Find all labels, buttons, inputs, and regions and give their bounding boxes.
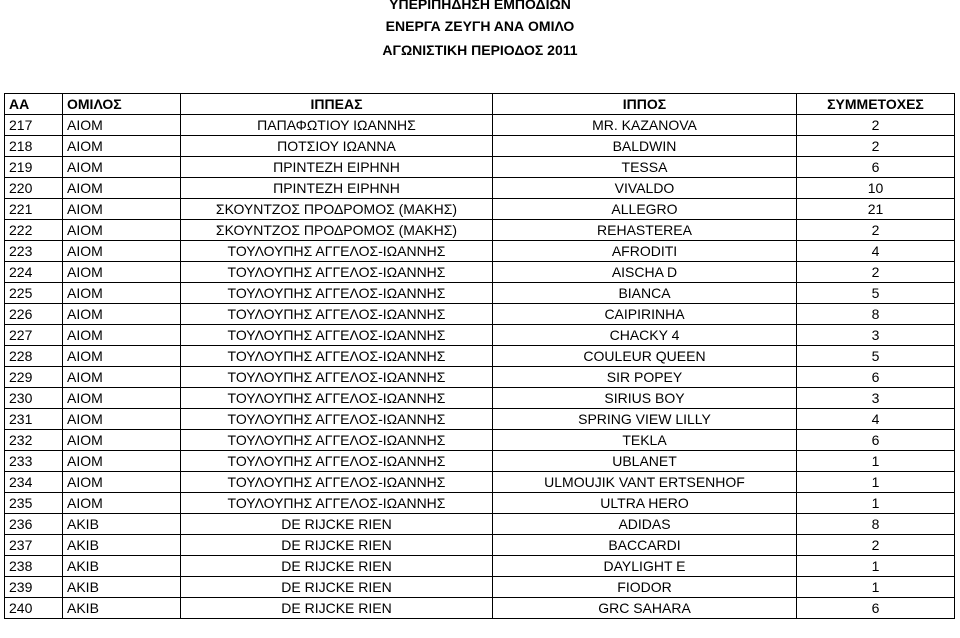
cell-horse: FIODOR	[493, 577, 797, 598]
column-header-horse: ΙΠΠΟΣ	[493, 94, 797, 115]
cell-participations: 21	[797, 199, 955, 220]
cell-club: ΑΙΟΜ	[63, 115, 181, 136]
cell-horse: TESSA	[493, 157, 797, 178]
cell-horse: CHACKY 4	[493, 325, 797, 346]
cell-rider: ΣΚΟΥΝΤΖΟΣ ΠΡΟΔΡΟΜΟΣ (ΜΑΚΗΣ)	[181, 199, 493, 220]
table-row	[5, 598, 955, 619]
table-row	[5, 283, 955, 304]
cell-horse: BALDWIN	[493, 136, 797, 157]
table-row	[5, 451, 955, 472]
cell-club: ΑΙΟΜ	[63, 136, 181, 157]
cell-aa: 236	[5, 514, 63, 535]
cell-horse: MR. KAZANOVA	[493, 115, 797, 136]
cell-club: ΑΙΟΜ	[63, 283, 181, 304]
cell-club: ΑΙΟΜ	[63, 367, 181, 388]
cell-participations: 5	[797, 283, 955, 304]
cell-rider: ΤΟΥΛΟΥΠΗΣ ΑΓΓΕΛΟΣ-ΙΩΑΝΝΗΣ	[181, 367, 493, 388]
cell-horse: BIANCA	[493, 283, 797, 304]
cell-participations: 2	[797, 220, 955, 241]
cell-aa: 227	[5, 325, 63, 346]
table-body	[5, 115, 955, 619]
cell-club: ΑΙΟΜ	[63, 199, 181, 220]
cell-horse: ALLEGRO	[493, 199, 797, 220]
cell-club: ΑΚΙΒ	[63, 514, 181, 535]
cell-horse: ULTRA HERO	[493, 493, 797, 514]
cell-club: ΑΙΟΜ	[63, 451, 181, 472]
cell-participations: 6	[797, 367, 955, 388]
cell-rider: DE RIJCKE RIEN	[181, 535, 493, 556]
pairs-table	[4, 93, 955, 619]
cell-aa: 217	[5, 115, 63, 136]
cell-club: ΑΙΟΜ	[63, 493, 181, 514]
cell-participations: 1	[797, 451, 955, 472]
cell-aa: 223	[5, 241, 63, 262]
cell-horse: ADIDAS	[493, 514, 797, 535]
cell-aa: 226	[5, 304, 63, 325]
cell-club: ΑΚΙΒ	[63, 556, 181, 577]
cell-horse: AISCHA D	[493, 262, 797, 283]
cell-rider: DE RIJCKE RIEN	[181, 577, 493, 598]
cell-participations: 1	[797, 472, 955, 493]
cell-rider: ΤΟΥΛΟΥΠΗΣ ΑΓΓΕΛΟΣ-ΙΩΑΝΝΗΣ	[181, 451, 493, 472]
table-row	[5, 241, 955, 262]
cell-aa: 225	[5, 283, 63, 304]
table-header	[5, 94, 955, 115]
cell-horse: REHASTEREA	[493, 220, 797, 241]
cell-horse: SIR POPEY	[493, 367, 797, 388]
cell-horse: GRC SAHARA	[493, 598, 797, 619]
cell-rider: ΤΟΥΛΟΥΠΗΣ ΑΓΓΕΛΟΣ-ΙΩΑΝΝΗΣ	[181, 304, 493, 325]
document-title: ΥΠΕΡΙΠΗΔΗΣΗ ΕΜΠΟΔΙΩΝ	[389, 0, 571, 12]
cell-rider: ΤΟΥΛΟΥΠΗΣ ΑΓΓΕΛΟΣ-ΙΩΑΝΝΗΣ	[181, 493, 493, 514]
cell-club: ΑΚΙΒ	[63, 535, 181, 556]
cell-participations: 1	[797, 556, 955, 577]
cell-aa: 221	[5, 199, 63, 220]
cell-aa: 219	[5, 157, 63, 178]
cell-rider: ΣΚΟΥΝΤΖΟΣ ΠΡΟΔΡΟΜΟΣ (ΜΑΚΗΣ)	[181, 220, 493, 241]
cell-participations: 3	[797, 388, 955, 409]
cell-aa: 235	[5, 493, 63, 514]
cell-horse: BACCARDI	[493, 535, 797, 556]
cell-participations: 5	[797, 346, 955, 367]
column-header-rider: ΙΠΠΕΑΣ	[181, 94, 493, 115]
cell-aa: 238	[5, 556, 63, 577]
table-row	[5, 115, 955, 136]
column-header-club: ΟΜΙΛΟΣ	[63, 94, 181, 115]
table-row	[5, 304, 955, 325]
table-row	[5, 262, 955, 283]
cell-aa: 232	[5, 430, 63, 451]
cell-participations: 4	[797, 409, 955, 430]
cell-club: ΑΚΙΒ	[63, 577, 181, 598]
cell-aa: 220	[5, 178, 63, 199]
cell-aa: 222	[5, 220, 63, 241]
cell-participations: 1	[797, 577, 955, 598]
table-row	[5, 472, 955, 493]
table-row	[5, 199, 955, 220]
cell-rider: ΠΡΙΝΤΕΖΗ ΕΙΡΗΝΗ	[181, 157, 493, 178]
cell-club: ΑΙΟΜ	[63, 262, 181, 283]
table-row	[5, 556, 955, 577]
table-row	[5, 409, 955, 430]
cell-club: ΑΙΟΜ	[63, 430, 181, 451]
cell-club: ΑΙΟΜ	[63, 304, 181, 325]
cell-horse: VIVALDO	[493, 178, 797, 199]
cell-rider: DE RIJCKE RIEN	[181, 598, 493, 619]
cell-horse: TEKLA	[493, 430, 797, 451]
cell-horse: AFRODITI	[493, 241, 797, 262]
document-subtitle: ΕΝΕΡΓΑ ΖΕΥΓΗ ΑΝΑ ΟΜΙΛΟ	[385, 18, 575, 34]
cell-participations: 2	[797, 136, 955, 157]
cell-horse: ULMOUJIK VANT ERTSENHOF	[493, 472, 797, 493]
cell-rider: ΤΟΥΛΟΥΠΗΣ ΑΓΓΕΛΟΣ-ΙΩΑΝΝΗΣ	[181, 325, 493, 346]
cell-club: ΑΚΙΒ	[63, 598, 181, 619]
table-row	[5, 493, 955, 514]
cell-aa: 218	[5, 136, 63, 157]
table-row	[5, 430, 955, 451]
cell-aa: 230	[5, 388, 63, 409]
table-row	[5, 535, 955, 556]
table-row	[5, 157, 955, 178]
table-row	[5, 367, 955, 388]
cell-rider: ΤΟΥΛΟΥΠΗΣ ΑΓΓΕΛΟΣ-ΙΩΑΝΝΗΣ	[181, 388, 493, 409]
cell-club: ΑΙΟΜ	[63, 409, 181, 430]
cell-club: ΑΙΟΜ	[63, 325, 181, 346]
cell-rider: ΤΟΥΛΟΥΠΗΣ ΑΓΓΕΛΟΣ-ΙΩΑΝΝΗΣ	[181, 472, 493, 493]
cell-club: ΑΙΟΜ	[63, 388, 181, 409]
cell-participations: 10	[797, 178, 955, 199]
cell-participations: 2	[797, 115, 955, 136]
cell-horse: DAYLIGHT E	[493, 556, 797, 577]
cell-rider: DE RIJCKE RIEN	[181, 556, 493, 577]
cell-club: ΑΙΟΜ	[63, 178, 181, 199]
cell-aa: 224	[5, 262, 63, 283]
cell-aa: 239	[5, 577, 63, 598]
table-row	[5, 514, 955, 535]
cell-aa: 228	[5, 346, 63, 367]
table-row	[5, 136, 955, 157]
cell-horse: SPRING VIEW LILLY	[493, 409, 797, 430]
cell-horse: SIRIUS BOY	[493, 388, 797, 409]
cell-rider: ΤΟΥΛΟΥΠΗΣ ΑΓΓΕΛΟΣ-ΙΩΑΝΝΗΣ	[181, 430, 493, 451]
cell-participations: 2	[797, 262, 955, 283]
cell-rider: ΤΟΥΛΟΥΠΗΣ ΑΓΓΕΛΟΣ-ΙΩΑΝΝΗΣ	[181, 409, 493, 430]
cell-participations: 2	[797, 535, 955, 556]
cell-participations: 6	[797, 157, 955, 178]
cell-rider: ΤΟΥΛΟΥΠΗΣ ΑΓΓΕΛΟΣ-ΙΩΑΝΝΗΣ	[181, 241, 493, 262]
cell-club: ΑΙΟΜ	[63, 346, 181, 367]
cell-aa: 233	[5, 451, 63, 472]
cell-participations: 8	[797, 304, 955, 325]
cell-aa: 237	[5, 535, 63, 556]
cell-rider: ΠΡΙΝΤΕΖΗ ΕΙΡΗΝΗ	[181, 178, 493, 199]
cell-aa: 234	[5, 472, 63, 493]
header-row	[5, 94, 955, 115]
cell-rider: ΠΟΤΣΙΟΥ ΙΩΑΝΝΑ	[181, 136, 493, 157]
table-row	[5, 220, 955, 241]
cell-participations: 1	[797, 493, 955, 514]
cell-participations: 4	[797, 241, 955, 262]
table-row	[5, 178, 955, 199]
season-title: ΑΓΩΝΙΣΤΙΚΗ ΠΕΡΙΟΔΟΣ 2011	[382, 42, 578, 58]
table-row	[5, 388, 955, 409]
cell-horse: CAIPIRINHA	[493, 304, 797, 325]
cell-rider: ΤΟΥΛΟΥΠΗΣ ΑΓΓΕΛΟΣ-ΙΩΑΝΝΗΣ	[181, 346, 493, 367]
cell-club: ΑΙΟΜ	[63, 472, 181, 493]
cell-club: ΑΙΟΜ	[63, 241, 181, 262]
column-header-aa: AA	[5, 94, 63, 115]
cell-rider: ΤΟΥΛΟΥΠΗΣ ΑΓΓΕΛΟΣ-ΙΩΑΝΝΗΣ	[181, 262, 493, 283]
column-header-participations: ΣΥΜΜΕΤΟΧΕΣ	[797, 94, 955, 115]
cell-rider: ΤΟΥΛΟΥΠΗΣ ΑΓΓΕΛΟΣ-ΙΩΑΝΝΗΣ	[181, 283, 493, 304]
cell-aa: 240	[5, 598, 63, 619]
cell-horse: UBLANET	[493, 451, 797, 472]
cell-aa: 229	[5, 367, 63, 388]
cell-rider: ΠΑΠΑΦΩΤΙΟΥ ΙΩΑΝΝΗΣ	[181, 115, 493, 136]
cell-participations: 3	[797, 325, 955, 346]
cell-club: ΑΙΟΜ	[63, 220, 181, 241]
table-row	[5, 577, 955, 598]
cell-club: ΑΙΟΜ	[63, 157, 181, 178]
cell-participations: 8	[797, 514, 955, 535]
cell-horse: COULEUR QUEEN	[493, 346, 797, 367]
table-row	[5, 325, 955, 346]
cell-rider: DE RIJCKE RIEN	[181, 514, 493, 535]
cell-participations: 6	[797, 598, 955, 619]
table-row	[5, 346, 955, 367]
cell-aa: 231	[5, 409, 63, 430]
cell-participations: 6	[797, 430, 955, 451]
